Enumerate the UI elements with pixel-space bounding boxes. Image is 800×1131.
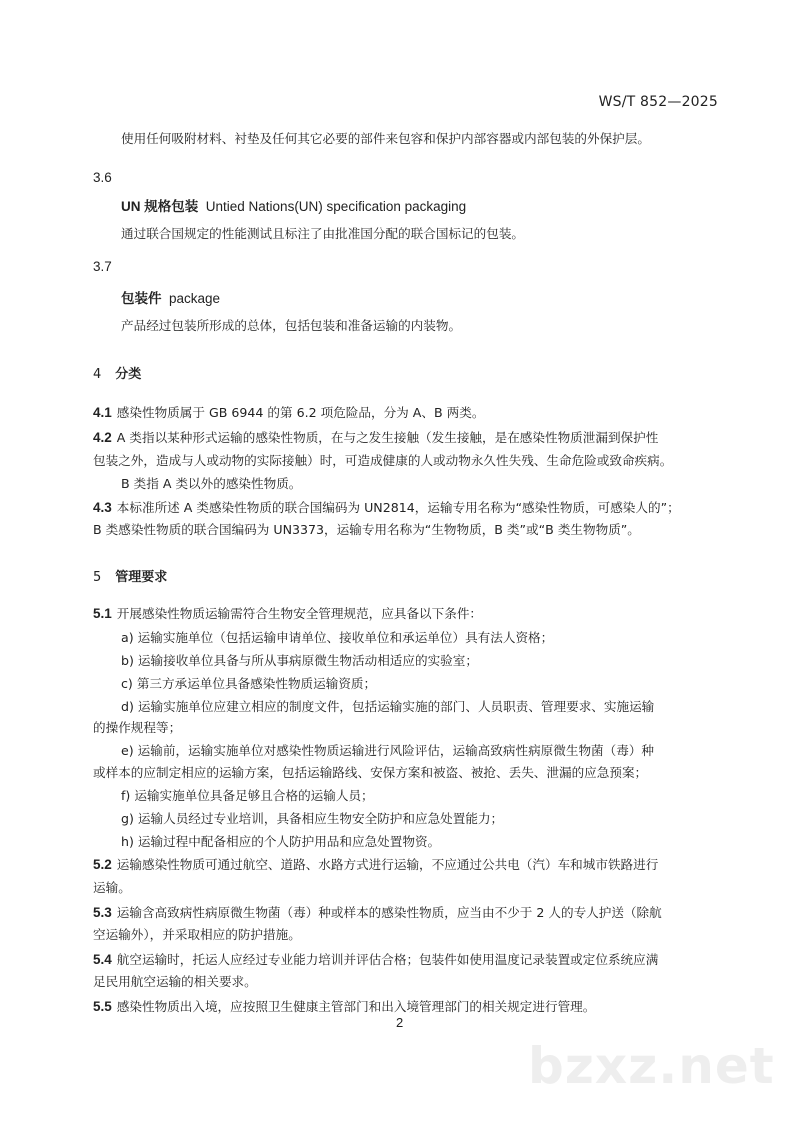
clause-5-4-line2: 足民用航空运输的相关要求。 [93,974,257,989]
section-title: 分类 [115,367,142,382]
watermark: bzxz.net [528,1037,775,1095]
clause-number-3-7: 3.7 [93,259,112,274]
section-number: 5 [93,570,102,585]
clause-4-3 [93,500,680,516]
definition-text-3-7: 产品经过包装所形成的总体，包括包装和准备运输的内装物。 [121,318,462,333]
term-en: Untied Nations(UN) specification packaging [205,199,467,214]
clause-4-2 [93,430,658,446]
clause-number: 4.1 [93,405,112,420]
clause-text: 开展感染性物质运输需符合生物安全管理规范，应具备以下条件： [116,606,482,621]
clause-4-2-line2: 包装之外，造成与人或动物的实际接触）时，可造成健康的人或动物永久性失残、生命危险或致命疾病。 [93,453,673,468]
term-en: package [169,291,221,306]
definition-text-3-5: 使用任何吸附材料、衬垫及任何其它必要的部件来包容和保护内部容器或内部包装的外保护层。 [121,131,650,146]
clause-5-4 [93,952,658,968]
list-item-e-cont: 或样本的应制定相应的运输方案，包括运输路线、安保方案和被盗、被抢、丢失、泄漏的应急预案； [93,765,648,780]
list-item-a: a) 运输实施单位（包括运输申请单位、接收单位和承运单位）具有法人资格； [121,630,554,645]
clause-number: 5.4 [93,952,112,967]
clause-text: 感染性物质属于 GB 6944 的第 6.2 项危险品，分为 A、B 两类。 [116,405,485,420]
list-item-h: h) 运输过程中配备相应的个人防护用品和应急处置物资。 [121,834,441,849]
list-item-d-cont: 的操作规程等； [93,720,182,735]
list-item-c: c) 第三方承运单位具备感染性物质运输资质； [121,676,377,691]
clause-text: A 类指以某种形式运输的感染性物质，在与之发生接触（发生接触，是在感染性物质泄漏到保护性 [116,430,659,445]
clause-number: 5.2 [93,857,112,872]
list-item-e: e) 运输前，运输实施单位对感染性物质运输进行风险评估，运输高致病性病原微生物菌（毒）种 [121,743,655,758]
clause-5-5 [93,999,595,1015]
term-3-7 [121,287,220,307]
clause-text: 感染性物质出入境，应按照卫生健康主管部门和出入境管理部门的相关规定进行管理。 [116,999,596,1014]
definition-text-3-6: 通过联合国规定的性能测试且标注了由批准国分配的联合国标记的包装。 [121,226,524,241]
term-cn: UN 规格包装 [121,199,199,214]
clause-4-1 [93,405,484,421]
section-heading-5 [93,566,167,585]
clause-text: 本标准所述 A 类感染性物质的联合国编码为 UN2814，运输专用名称为“感染性物质，可感染人的”； [116,500,680,515]
list-item-g: g) 运输人员经过专业培训，具备相应生物安全防护和应急处置能力； [121,811,504,826]
list-item-d: d) 运输实施单位应建立相应的制度文件，包括运输实施的部门、人员职责、管理要求、实施运输 [121,699,655,714]
clause-4-3-line2: B 类感染性物质的联合国编码为 UN3373，运输专用名称为“生物物质，B 类”或“B 类生物物质”。 [93,522,640,537]
clause-text: 运输感染性物质可通过航空、道路、水路方式进行运输，不应通过公共电（汽）车和城市铁路进行 [116,857,659,872]
clause-5-2 [93,857,658,873]
clause-5-2-line2: 运输。 [93,880,131,895]
clause-number: 4.2 [93,430,112,445]
clause-5-1 [93,606,482,622]
clause-number: 5.5 [93,999,112,1014]
clause-number: 5.3 [93,905,112,920]
section-title: 管理要求 [115,570,168,585]
clause-number: 4.3 [93,500,112,515]
list-item-f: f) 运输实施单位具备足够且合格的运输人员； [121,788,374,803]
page-number: 2 [396,1015,404,1030]
standard-code: WS/T 852—2025 [598,94,718,110]
section-number: 4 [93,367,102,382]
clause-5-3 [93,905,662,921]
clause-number: 5.1 [93,606,112,621]
clause-number-3-6: 3.6 [93,170,112,185]
term-3-6 [121,195,466,215]
clause-text: 航空运输时，托运人应经过专业能力培训并评估合格；包装件如使用温度记录装置或定位系统应满 [116,952,659,967]
clause-text: 运输含高致病性病原微生物菌（毒）种或样本的感染性物质，应当由不少于 2 人的专人护送（除航 [116,905,662,920]
clause-4-2-line3: B 类指 A 类以外的感染性物质。 [121,476,302,491]
clause-5-3-line2: 空运输外），并采取相应的防护措施。 [93,927,301,942]
section-heading-4 [93,363,141,382]
term-cn: 包装件 [121,291,162,306]
list-item-b: b) 运输接收单位具备与所从事病原微生物活动相适应的实验室； [121,653,478,668]
